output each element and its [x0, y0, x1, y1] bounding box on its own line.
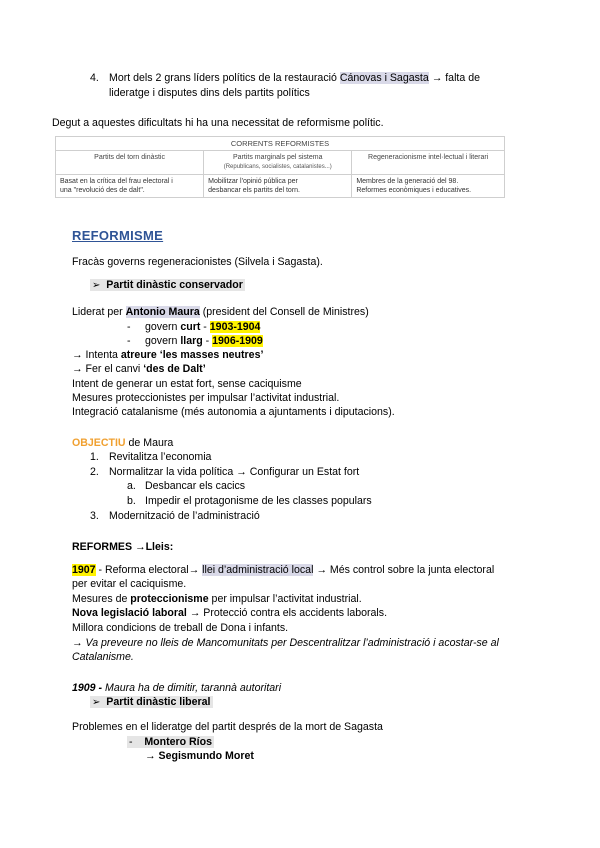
reformes-heading: REFORMES →Lleis: [72, 541, 174, 553]
partit-conservador-heading: ➢ Partit dinàstic conservador [92, 279, 243, 291]
objectiu-label: OBJECTIU [72, 437, 126, 449]
antonio-maura-highlight: Antonio Maura [125, 306, 200, 318]
proteccionisme-line: Mesures de proteccionisme per impulsar l’activitat industrial. [72, 593, 362, 605]
mancomunitats-line: → Va preveure no lleis de Mancomunitats per Descentralitzar l’administració i acostar-se al [72, 637, 499, 649]
dash-bullet: - [127, 321, 131, 333]
fracas-line: Fracàs governs regeneracionistes (Silvela i Sagasta). [72, 256, 323, 268]
objectiu-number: 2. [90, 466, 99, 478]
intro-text: Mort dels 2 grans líders polítics de la restauració [109, 72, 340, 84]
govern-curt-line: govern curt - 1903-1904 [145, 321, 261, 333]
objectiu-number: 3. [90, 510, 99, 522]
montero-rios-line: - Montero Ríos [129, 736, 212, 748]
legislacio-laboral-line: Nova legislació laboral → Protecció contra els accidents laborals. [72, 607, 388, 619]
highlight-canovas-sagasta: Cánovas i Sagasta [339, 72, 429, 84]
intro-line-2: lideratge i disputes dins dels partits polítics [109, 87, 310, 99]
intro-line-1 [109, 72, 480, 84]
section-title-reformisme: REFORMISME [72, 228, 164, 243]
degut-paragraph: Degut a aquestes dificultats hi ha una necessitat de reformisme polític. [52, 117, 384, 129]
objectiu-subletter: a. [127, 480, 136, 492]
table-header-3: Regeneracionisme intel·lectual i literari [352, 151, 505, 175]
govern-llarg-line: govern llarg - 1906-1909 [145, 335, 263, 347]
caciquisme-line: per evitar el caciquisme. [72, 578, 187, 590]
year-1907-highlight: 1907 [72, 564, 96, 576]
mesures-line: Mesures proteccionistes per impulsar l’activitat industrial. [72, 392, 340, 404]
table-cell-torn: Basat en la crítica del frau electoral i una "revolució des de dalt". [56, 175, 204, 198]
table-cell-marginals: Mobilitzar l'opinió pública per desbancar els partits del torn. [204, 175, 352, 198]
canvi-line: → Fer el canvi ‘des de Dalt’ [72, 363, 206, 375]
arrow-bullet-icon: ➢ [92, 280, 101, 291]
intro-text-end: → falta de [428, 72, 480, 84]
objectiu-item: Modernització de l’administració [109, 510, 260, 522]
partit-liberal-heading: ➢ Partit dinàstic liberal [92, 696, 211, 708]
year-1909-line: 1909 - Maura ha de dimitir, tarannà autoritari [72, 682, 282, 694]
table-cell-regeneracionisme: Membres de la generació del 98. Reformes econòmiques i educatives. [352, 175, 505, 198]
corrents-reformistes-table [55, 136, 505, 198]
objectiu-item: Normalitzar la vida política → Configurar un Estat fort [109, 466, 360, 478]
segismundo-moret-line: → Segismundo Moret [145, 750, 254, 762]
table-caption: CORRENTS REFORMISTES [56, 137, 505, 151]
objectiu-item: Revitalitza l’economia [109, 451, 212, 463]
catalanisme-line: Catalanisme. [72, 651, 134, 663]
objectiu-subitem: Desbancar els cacics [145, 480, 246, 492]
years-highlight: 1903-1904 [209, 321, 261, 333]
arrow-bullet-icon: ➢ [92, 697, 101, 708]
objectiu-subletter: b. [127, 495, 136, 507]
liderat-line: Liderat per Antonio Maura (president del Consell de Ministres) [72, 306, 369, 318]
table-header-1: Partits del torn dinàstic [56, 151, 204, 175]
objectiu-number: 1. [90, 451, 99, 463]
table-header-2: Partits marginals pel sistema (Republicans, socialistes, catalanistes...) [204, 151, 352, 175]
integracio-line: Integració catalanisme (més autonomia a ajuntaments i diputacions). [72, 406, 395, 418]
intenta-line: → Intenta atreure ‘les masses neutres’ [72, 349, 264, 361]
list-number: 4. [90, 72, 99, 84]
problemes-line: Problemes en el lideratge del partit després de la mort de Sagasta [72, 721, 383, 733]
years-highlight: 1906-1909 [212, 335, 263, 347]
reforma-electoral-line: 1907 - Reforma electoral→ llei d’administració local → Més control sobre la junta electoral [72, 564, 495, 576]
objectiu-subitem: Impedir el protagonisme de les classes populars [145, 495, 372, 507]
llei-administracio-highlight: llei d’administració local [202, 564, 314, 576]
dash-bullet: - [127, 335, 131, 347]
estat-line: Intent de generar un estat fort, sense caciquisme [72, 378, 302, 390]
millora-line: Millora condicions de treball de Dona i infants. [72, 622, 289, 634]
objectiu-heading: OBJECTIU de Maura [72, 437, 174, 449]
